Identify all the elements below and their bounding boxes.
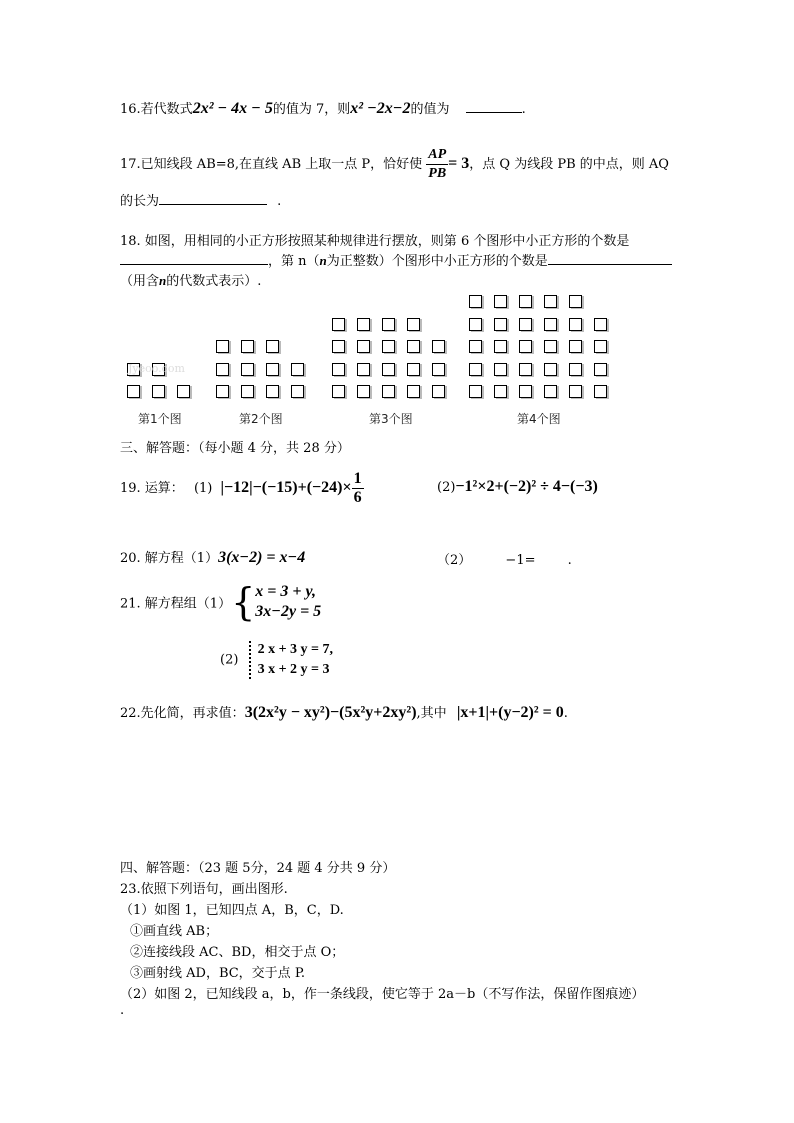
small-square — [357, 318, 370, 331]
small-square — [544, 295, 557, 308]
q17-frac-numerator: AP — [426, 146, 448, 165]
q22-expression: 3(2x²y − xy²)−(5x²y+2xy²) — [244, 704, 417, 721]
small-square — [569, 295, 582, 308]
q20-part2-expression: −1= — [505, 553, 536, 568]
q19-frac-num: 1 — [353, 470, 362, 487]
q18-n: n — [319, 253, 327, 268]
small-square — [291, 385, 304, 398]
small-square — [332, 363, 345, 376]
small-square — [216, 385, 229, 398]
question-21-part2 — [220, 640, 333, 680]
left-brace-icon: { — [231, 580, 256, 624]
q16-prefix: 16.若代数式 — [120, 102, 193, 117]
small-square — [569, 363, 582, 376]
small-square — [432, 363, 445, 376]
figure-caption: 第1个图 — [138, 412, 182, 426]
small-square — [382, 318, 395, 331]
question-16 — [120, 98, 526, 118]
q16-suffix: 的值为 — [410, 102, 450, 117]
q16-mid: 的值为 7，则 — [272, 102, 351, 117]
small-square — [469, 363, 482, 376]
small-square — [407, 340, 420, 353]
small-square — [469, 318, 482, 331]
small-square — [544, 340, 557, 353]
section-4-title: 四、解答题：（23 题 5分，24 题 4 分共 9 分） — [120, 861, 396, 876]
q19-fraction — [352, 470, 364, 507]
small-square — [469, 340, 482, 353]
q22-mid: ,其中 — [416, 706, 447, 721]
small-square — [494, 340, 507, 353]
q21-sys1-eq1: x = 3 + y, — [255, 583, 317, 600]
small-square — [216, 363, 229, 376]
q17-end: . — [277, 194, 282, 209]
small-square — [519, 385, 532, 398]
figure-caption: 第2个图 — [239, 412, 283, 426]
q22-end: . — [563, 706, 568, 721]
small-square — [494, 363, 507, 376]
small-square — [407, 363, 420, 376]
q18-answer-blank-1[interactable] — [120, 250, 268, 265]
small-square — [266, 340, 279, 353]
small-square — [332, 318, 345, 331]
figure-caption: 第4个图 — [517, 412, 561, 426]
q20-part1-expression: 3(x−2) = x−4 — [218, 549, 306, 566]
section-3-title: 三、解答题：（每小题 4 分，共 28 分） — [120, 441, 350, 456]
q18-line1: 18. 如图，用相同的小正方形按照某种规律进行摆放，则第 6 个图形中小正方形的个数是 — [120, 234, 630, 249]
small-square — [519, 318, 532, 331]
q17-frac-denominator: PB — [428, 166, 447, 181]
small-square — [332, 340, 345, 353]
figure-caption: 第3个图 — [369, 412, 413, 426]
q17-prefix: 17.已知线段 AB=8,在直线 AB 上取一点 P，恰好使 — [120, 157, 423, 172]
q23-step-1: ①画直线 AB； — [130, 924, 219, 939]
q18-line2-rest: 为正整数）个图形中小正方形的个数是 — [326, 254, 548, 269]
small-square — [382, 363, 395, 376]
q21-system-2 — [258, 640, 333, 680]
small-square — [382, 385, 395, 398]
small-square — [216, 340, 229, 353]
small-square — [594, 363, 607, 376]
small-square — [569, 318, 582, 331]
q18-answer-blank-2[interactable] — [548, 250, 672, 265]
question-20 — [120, 547, 305, 567]
small-square — [357, 385, 370, 398]
question-22 — [120, 702, 568, 722]
q19-part1-expression: |−12|−(−15)+(−24)× — [220, 479, 352, 496]
q21-label: 21. 解方程组（1） — [120, 596, 232, 612]
q17-fraction — [426, 146, 448, 183]
small-square — [519, 295, 532, 308]
q16-end: . — [521, 102, 526, 117]
small-square — [241, 385, 254, 398]
small-square — [266, 385, 279, 398]
small-square — [469, 385, 482, 398]
small-square — [569, 340, 582, 353]
q20-part2-label: （2） — [437, 553, 472, 568]
q16-expression-1: 2x² − 4x − 5 — [192, 100, 273, 117]
watermark: Jyeoo.com — [128, 362, 185, 375]
small-square — [152, 385, 165, 398]
small-square — [177, 385, 190, 398]
q21-sys2-eq1: 2 x + 3 y = 7, — [257, 642, 334, 657]
q20-label: 20. 解方程（1） — [120, 551, 219, 566]
q19-part1-label: (1) — [193, 481, 213, 496]
question-19 — [120, 470, 364, 507]
q17-answer-blank[interactable] — [159, 190, 267, 205]
small-square — [407, 318, 420, 331]
small-square — [291, 363, 304, 376]
small-square — [241, 363, 254, 376]
small-square — [432, 385, 445, 398]
q23-step-2: ②连接线段 AC、BD，相交于点 O； — [130, 945, 345, 960]
q23-title: 23.依照下列语句，画出图形. — [120, 882, 288, 897]
small-square — [382, 340, 395, 353]
question-17-line2 — [120, 190, 281, 209]
small-square — [569, 385, 582, 398]
q16-expression-2: x² −2x−2 — [350, 100, 411, 117]
q17-equals: = 3 — [448, 155, 470, 172]
q18-line2-mid: ，第 n（ — [268, 254, 320, 269]
small-square — [594, 340, 607, 353]
small-square — [407, 385, 420, 398]
q17-line2: 的长为 — [120, 194, 160, 209]
q18-line3-a: （用含 — [120, 274, 160, 289]
small-square — [494, 295, 507, 308]
q16-answer-blank[interactable] — [466, 98, 522, 113]
q19-part2-label: (2) — [437, 480, 456, 495]
question-20-part2 — [437, 549, 572, 568]
small-square — [594, 385, 607, 398]
small-square — [127, 385, 140, 398]
q17-suffix: ，点 Q 为线段 PB 的中点，则 AQ — [469, 157, 669, 172]
q18-line2 — [120, 250, 672, 269]
small-square — [432, 340, 445, 353]
small-square — [544, 318, 557, 331]
small-square — [469, 295, 482, 308]
q23-end: . — [120, 1003, 125, 1018]
question-21 — [120, 582, 321, 622]
q21-system-1 — [255, 582, 321, 622]
question-19-part2 — [437, 478, 598, 496]
small-square — [357, 340, 370, 353]
small-square — [266, 363, 279, 376]
small-square — [494, 385, 507, 398]
q23-step-3: ③画射线 AD，BC，交于点 P. — [130, 966, 306, 981]
q20-part2-end: . — [567, 553, 572, 568]
q23-part2: （2）如图 2，已知线段 a，b，作一条线段，使它等于 2a－b（不写作法，保留作图痕迹） — [120, 987, 645, 1002]
small-square — [357, 363, 370, 376]
q21-part2-label: (2) — [220, 652, 239, 668]
q18-line3-b: 的代数式表示）. — [166, 274, 262, 289]
q19-frac-den: 6 — [353, 489, 362, 506]
small-square — [494, 318, 507, 331]
question-17 — [120, 146, 669, 183]
small-square — [332, 385, 345, 398]
q18-line3 — [120, 270, 261, 289]
q23-part1: （1）如图 1，已知四点 A，B，C，D. — [120, 903, 344, 918]
q19-label: 19. 运算： — [120, 481, 184, 496]
q21-sys1-eq2: 3x−2y = 5 — [255, 603, 322, 620]
q19-part2-expression: −1²×2+(−2)² ÷ 4−(−3) — [455, 478, 598, 495]
small-square — [519, 363, 532, 376]
brace-icon — [249, 641, 254, 679]
q18-n2: n — [159, 273, 167, 288]
small-square — [544, 363, 557, 376]
small-square — [594, 318, 607, 331]
q22-prefix: 22.先化简，再求值： — [120, 706, 245, 721]
small-square — [519, 340, 532, 353]
small-square — [544, 385, 557, 398]
q21-sys2-eq2: 3 x + 2 y = 3 — [257, 662, 330, 677]
small-square — [241, 340, 254, 353]
q22-condition: |x+1|+(y−2)² = 0 — [456, 704, 564, 721]
